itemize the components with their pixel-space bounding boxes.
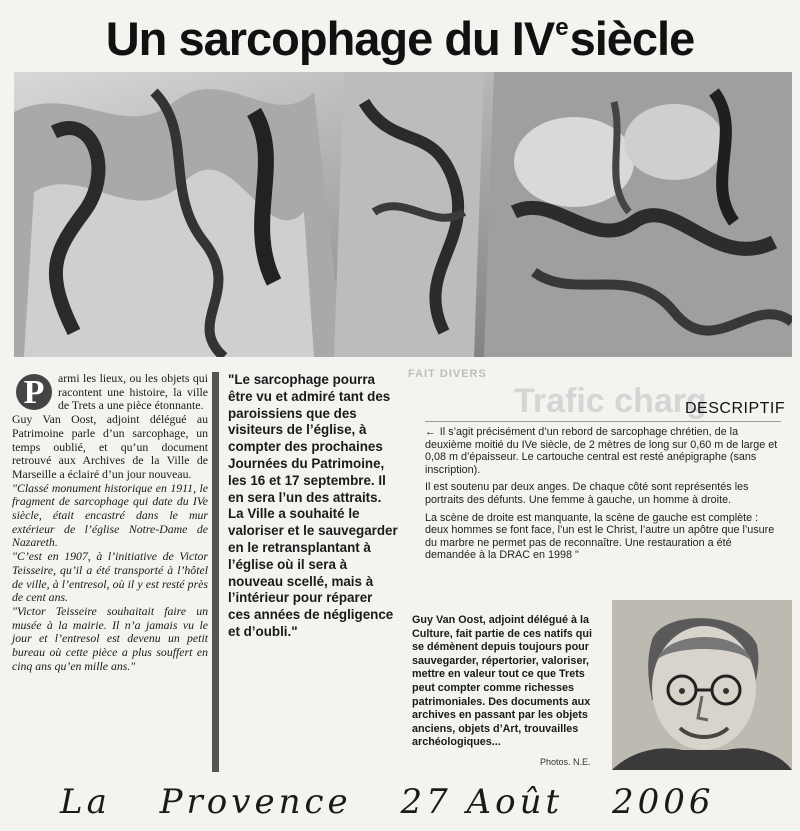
handwritten-word: La bbox=[60, 782, 111, 822]
bleed-title: Trafic charg bbox=[514, 382, 707, 420]
headline-main: Un sarcophage du IV bbox=[105, 12, 555, 65]
portrait-photo bbox=[612, 600, 792, 770]
handwritten-annotation bbox=[60, 775, 760, 829]
handwritten-word: 2006 bbox=[611, 782, 715, 822]
photo-caption: Guy Van Oost, adjoint délégué à la Culture, fait partie de ces natifs qui se démènent depuis toujours pour sauvegarder, répertorier, valoriser, mettre en valeur tout ce que Trets peut compter comme richesses patrimoniales. Des documents aux archives en passant par les objets anciens, objets d’Art, trouvailles archéologiques... bbox=[412, 614, 592, 749]
descriptif-box bbox=[425, 426, 781, 567]
article-paragraph: "C’est en 1907, à l’initiative de Victor Teisseire, qu’il a été transporté à l’hôtel de ville, à l’entresol, où il y est resté près de cent ans. bbox=[12, 549, 208, 605]
headline bbox=[0, 0, 800, 65]
descriptif-paragraph: Il est soutenu par deux anges. De chaque côté sont représentés les portraits des défunts. Une femme à gauche, un homme à droite. bbox=[425, 481, 749, 506]
article-body bbox=[12, 372, 208, 673]
article-paragraph: "Victor Teisseire souhaitait faire un musée à la mairie. Il n’a jamais vu le jour et l’entresol est devenu un petit bureau où cette pièce a plus souffert en cinq ans qu’en mille ans." bbox=[12, 603, 208, 673]
descriptif-paragraph: ← Il s’agit précisément d’un rebord de sarcophage chrétien, de la deuxième moitié du IVe siècle, de 2 mètres de long sur 0,60 m de large et 0,08 m d’épaisseur. Le cartouche central est resté anépigraphe (sans inscription). bbox=[425, 426, 778, 476]
drop-cap: P bbox=[16, 374, 52, 410]
descriptif-title: DESCRIPTIF bbox=[685, 400, 786, 417]
article-paragraph: "Classé monument historique en 1911, le fragment de sarcophage qui date du IVe siècle, était encastré dans le mur extérieur de l’église Notre-Dame de Nazareth. bbox=[12, 480, 208, 550]
handwritten-word: 27 Août bbox=[400, 782, 564, 822]
arrow-left-icon: ← bbox=[425, 426, 436, 438]
photo-credit: Photos. N.E. bbox=[540, 757, 591, 767]
sarcophagus-photo bbox=[14, 72, 792, 357]
article-paragraph: armi les lieux, ou les objets qui racontent une histoire, la ville de Trets a une pièce étonnante. bbox=[58, 371, 208, 413]
headline-end: siècle bbox=[569, 12, 695, 65]
quote-bar bbox=[212, 372, 219, 772]
handwritten-word: Provence bbox=[159, 782, 352, 822]
bleed-label: FAIT DIVERS bbox=[408, 368, 487, 380]
headline-sup: e bbox=[555, 14, 568, 41]
article-paragraph: Guy Van Oost, adjoint délégué au Patrimoine parle d’un sarcophage, un temps oublié, et qu’un document retrouvé aux Archives de la Ville de Marseille a éclairé d’un jour nouveau. bbox=[12, 412, 208, 481]
pull-quote: "Le sarcophage pourra être vu et admiré tant des paroissiens que des visiteurs de l’église, à compter des prochaines Journées du Patrimoine, les 16 et 17 septembre. Il en sera l’un des attraits. La Ville a souhaité le valoriser et le sauvegarder en le retransplantant à l’église où il sera à nouveau scellé, mais à l’intérieur pour réparer ces années de négligence et d’oubli." bbox=[228, 372, 398, 639]
descriptif-paragraph: La scène de droite est manquante, la scène de gauche est complète : deux hommes se font face, l’un est le Christ, l’autre un apôtre que l’usure du marbre ne permet pas de reconnaître. Une restauration a été demandée à la DRAC en 1998 " bbox=[425, 511, 775, 562]
descriptif-rule bbox=[425, 421, 781, 422]
